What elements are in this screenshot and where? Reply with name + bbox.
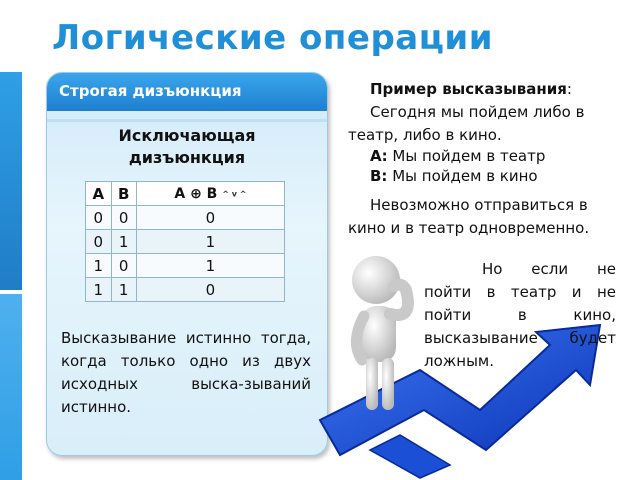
example-sentence: Сегодня мы пойдем либо в театр, либо в кино. xyxy=(348,103,585,144)
table-row xyxy=(86,278,285,302)
table-row xyxy=(86,254,285,278)
xor-header-label: A ⊕ B xyxy=(174,185,218,202)
decor-stripe-top xyxy=(0,72,22,290)
statement-b-label: В: xyxy=(370,167,388,185)
col-header-b: B xyxy=(111,182,136,206)
col-header-a: A xyxy=(86,182,112,206)
panel-divider xyxy=(47,119,327,122)
impossible-text: Невозможно отправиться в кино и в театр одновременно. xyxy=(348,196,590,237)
table-row xyxy=(86,206,285,230)
table-cell: 1 xyxy=(136,230,284,254)
xor-symbol: ^ v ^ xyxy=(222,189,247,198)
statement-a-label: А: xyxy=(370,147,388,165)
example-block xyxy=(348,78,626,147)
table-cell: 1 xyxy=(136,254,284,278)
table-cell: 1 xyxy=(86,254,112,278)
statement-b-text: Мы пойдем в кино xyxy=(392,167,538,185)
slide-title: Логические операции xyxy=(52,18,494,58)
example-title xyxy=(348,78,626,101)
table-cell: 0 xyxy=(86,230,112,254)
decor-stripe-bottom xyxy=(0,294,22,480)
false-case-text: Но если не пойти в театр и не пойти в кино, высказывание будет ложным. xyxy=(424,260,616,370)
example-title-rest: : xyxy=(566,80,572,98)
table-cell: 0 xyxy=(136,206,284,230)
truth-table-header-row xyxy=(86,182,285,206)
panel-header: Строгая дизъюнкция xyxy=(47,73,327,111)
panel-subtitle: Исключающая дизъюнкция xyxy=(118,126,256,167)
truth-table xyxy=(85,181,285,302)
definition-panel xyxy=(46,72,328,456)
statement-a-text: Мы пойдем в театр xyxy=(392,147,546,165)
table-cell: 0 xyxy=(86,206,112,230)
table-cell: 1 xyxy=(111,230,136,254)
table-cell: 1 xyxy=(111,278,136,302)
table-row xyxy=(86,230,285,254)
definition-text: Высказывание истинно тогда, когда только одно из двух исходных выска-зываний истинно. xyxy=(61,329,311,416)
statement-b xyxy=(370,165,620,188)
table-cell: 0 xyxy=(111,254,136,278)
col-header-xor xyxy=(136,182,284,206)
table-cell: 1 xyxy=(86,278,112,302)
example-title-bold: Пример высказывания xyxy=(370,80,567,98)
table-cell: 0 xyxy=(111,206,136,230)
table-cell: 0 xyxy=(136,278,284,302)
